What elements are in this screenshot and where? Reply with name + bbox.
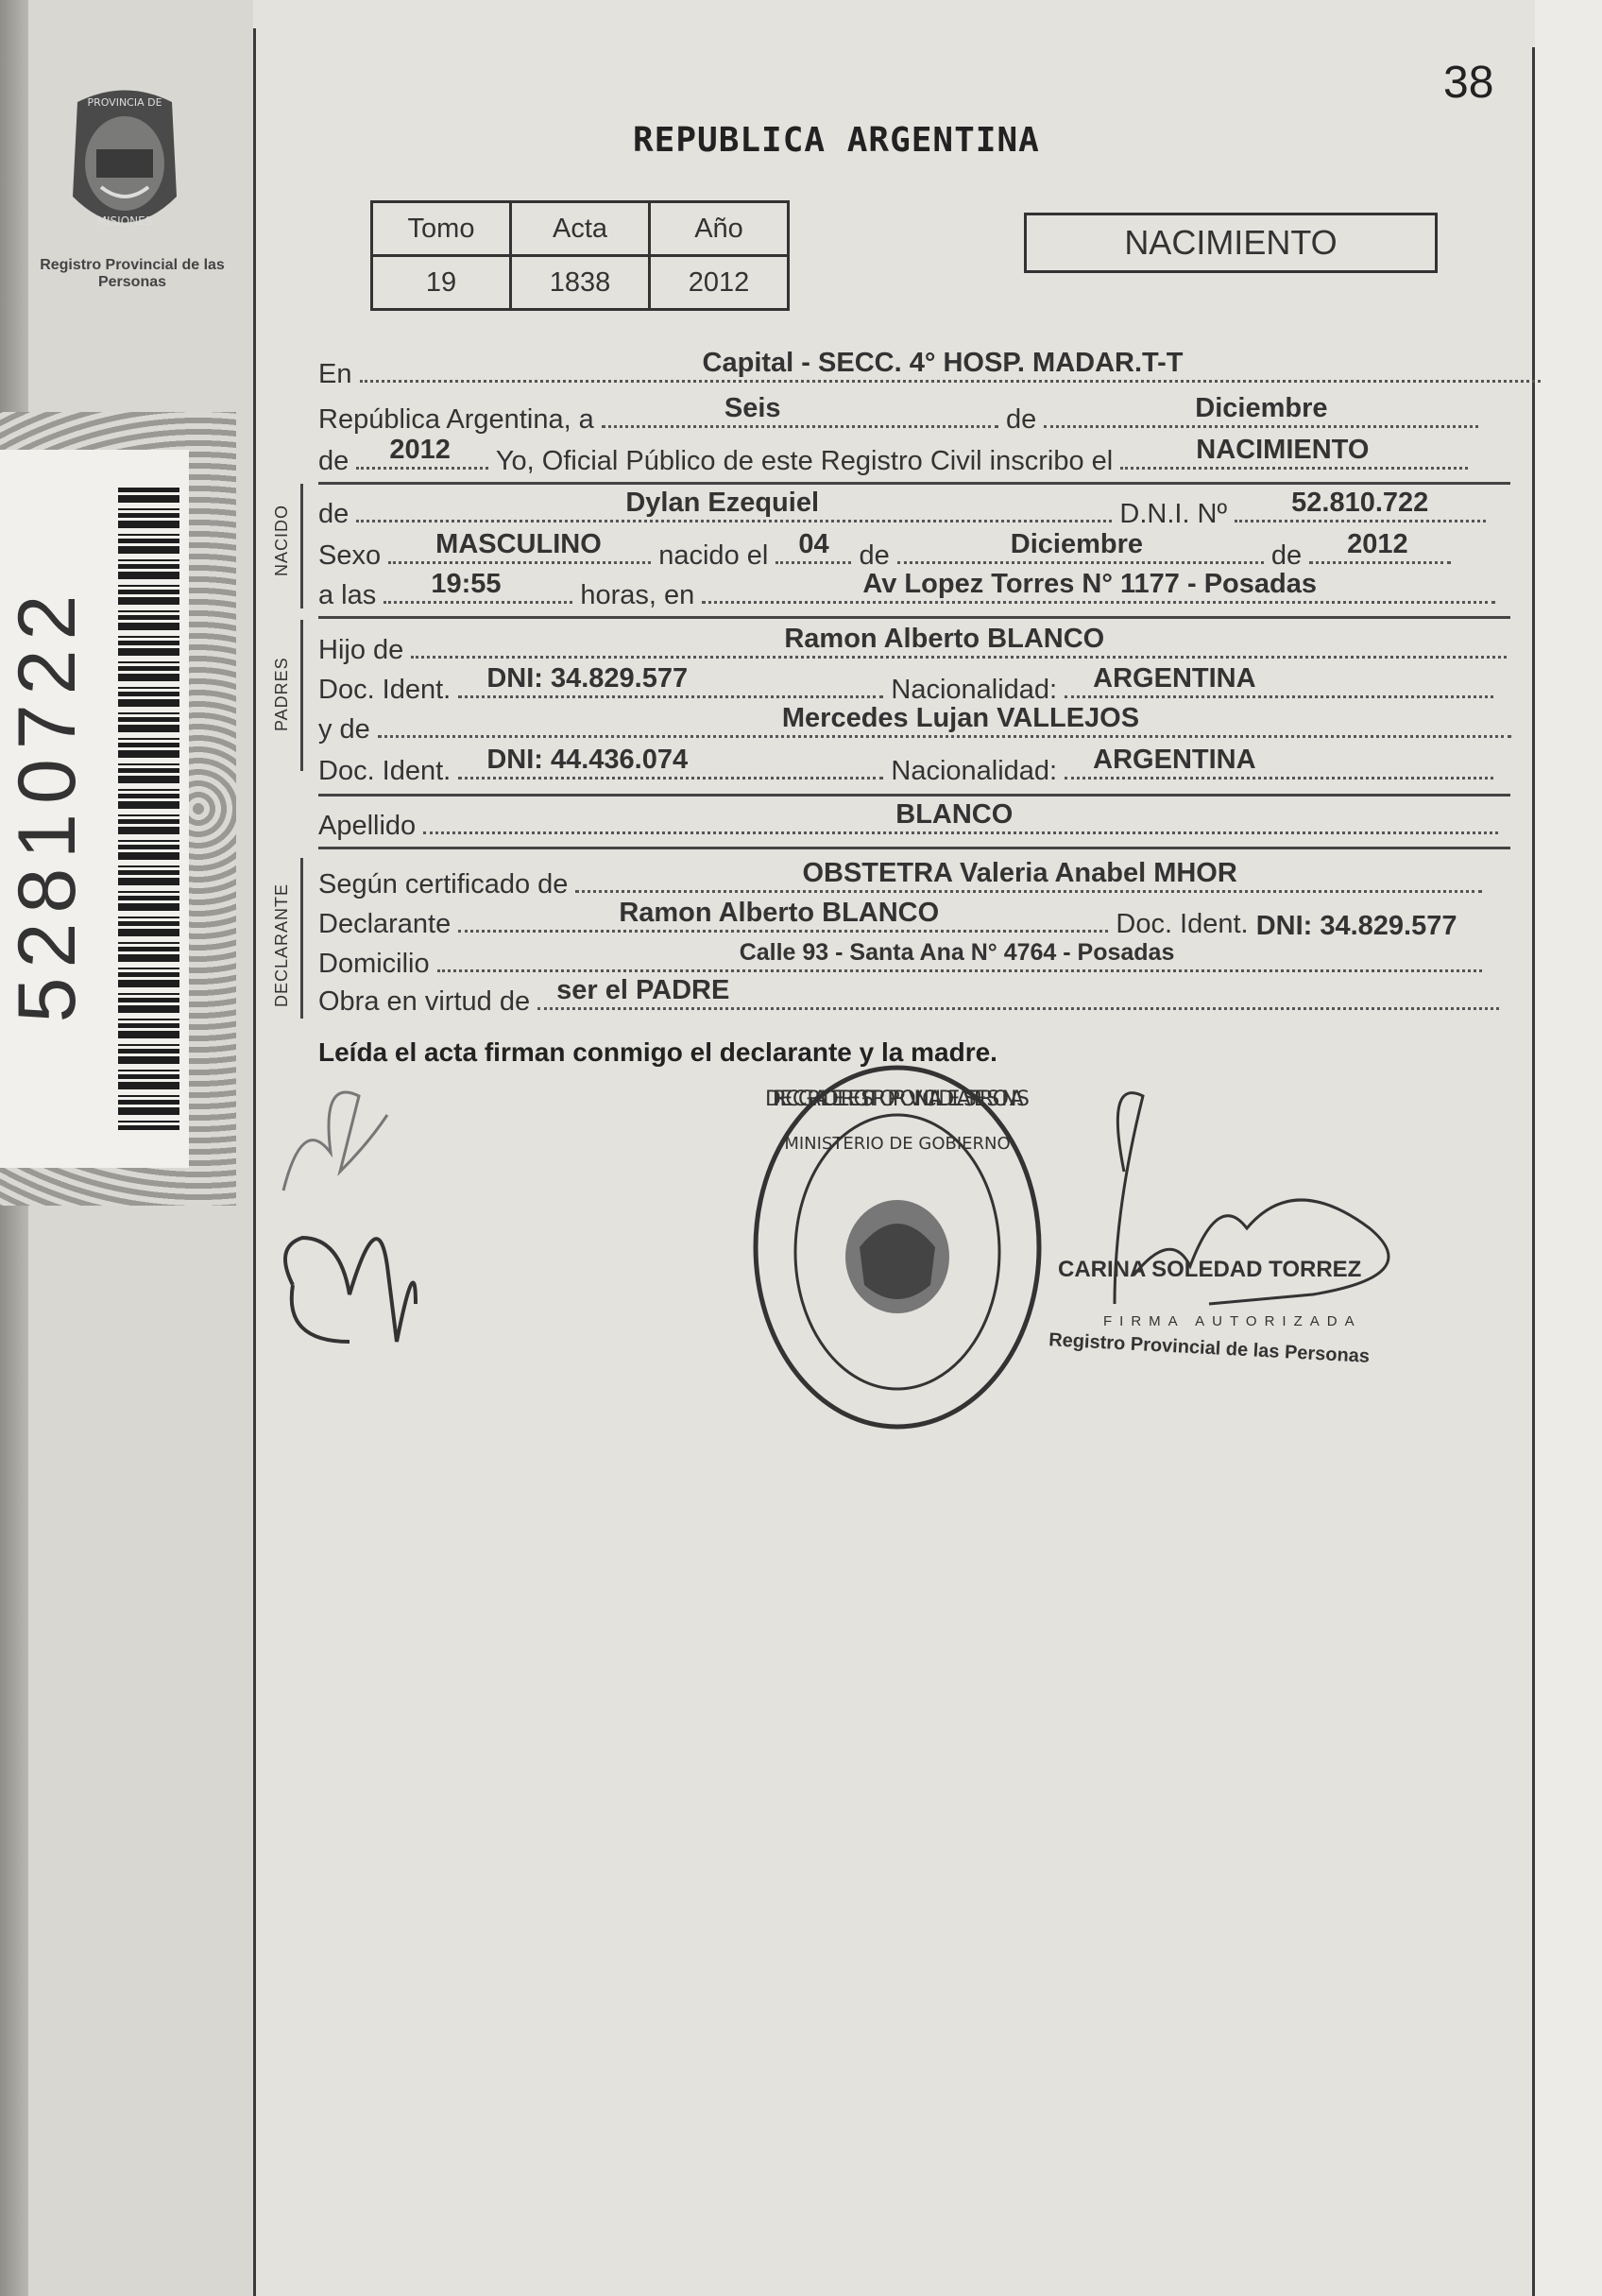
label: nacido el (658, 540, 769, 571)
divider (318, 847, 1510, 849)
table-header: Acta (511, 202, 650, 256)
inscribo-value: NACIMIENTO (1196, 435, 1370, 465)
field-line (458, 898, 1108, 933)
label: Nacionalidad: (891, 756, 1058, 786)
row-name (318, 488, 1486, 529)
table-cell: 1838 (511, 256, 650, 310)
label: Doc. Ident. (1116, 909, 1249, 939)
table-cell: 19 (372, 256, 511, 310)
birth-month: Diciembre (1010, 529, 1144, 559)
mother-doc: DNI: 44.436.074 (486, 745, 689, 775)
table-header: Tomo (372, 202, 511, 256)
field-line (575, 858, 1482, 893)
mother-signature-icon (285, 1238, 416, 1342)
father-doc: DNI: 34.829.577 (486, 663, 689, 694)
section-bar (300, 858, 303, 1019)
row-en (318, 348, 1541, 389)
label: Doc. Ident. (318, 675, 452, 705)
label: Hijo de (318, 635, 404, 665)
label: D.N.I. Nº (1119, 499, 1228, 529)
field-line (1309, 529, 1451, 564)
officer-org: Registro Provincial de las Personas (1048, 1329, 1371, 1367)
label: Apellido (318, 811, 417, 841)
mother-name: Mercedes Lujan VALLEJOS (781, 703, 1140, 733)
barcode-number: 52810722 (2, 585, 93, 1023)
field-line (383, 569, 572, 604)
label: Domicilio (318, 949, 430, 979)
acta-table (370, 200, 790, 311)
declarant-signature-icon (283, 1092, 387, 1191)
row-mother-doc (318, 745, 1493, 786)
label: de (859, 540, 890, 571)
field-line (1044, 393, 1478, 428)
capacity-value: ser el PADRE (556, 975, 730, 1005)
father-nationality: ARGENTINA (1093, 663, 1256, 694)
day-value: Seis (724, 393, 781, 423)
sex-value: MASCULINO (435, 529, 602, 559)
section-bar (300, 620, 303, 771)
label: Obra en virtud de (318, 986, 531, 1017)
place-value: Capital - SECC. 4° HOSP. MADAR.T-T (702, 348, 1184, 378)
officer-role: FIRMA AUTORIZADA (1103, 1313, 1362, 1329)
stamp-outer-text: DIRECC. GRAL. DEL REGISTRO PROVINCIAL DE LAS PERSONAS (764, 1088, 1030, 1111)
field-line (388, 529, 651, 564)
declarant-name: Ramon Alberto BLANCO (619, 898, 940, 928)
field-line (702, 569, 1495, 604)
barcode-panel (0, 412, 236, 1206)
row-year (318, 435, 1468, 476)
label: a las (318, 580, 377, 610)
field-line (458, 663, 883, 698)
field-line (1235, 488, 1486, 523)
document-title: REPUBLICA ARGENTINA (633, 121, 1040, 160)
surname-value: BLANCO (895, 799, 1014, 830)
birth-day: 04 (798, 529, 829, 559)
section-label-padres: PADRES (272, 657, 291, 731)
field-line (360, 348, 1541, 383)
stamp-inner-text: MINISTERIO DE GOBIERNO (784, 1134, 1011, 1154)
row-republica (318, 393, 1478, 435)
barcode-icon (118, 488, 179, 1130)
birth-time: 19:55 (431, 569, 502, 599)
field-line (378, 703, 1511, 738)
registry-label: Registro Provincial de las Personas (40, 257, 225, 290)
label: Doc. Ident. (318, 756, 452, 786)
logo-text-bottom: MISIONES (96, 214, 153, 228)
certifier-value: OBSTETRA Valeria Anabel MHOR (802, 858, 1237, 888)
row-obra (318, 975, 1499, 1017)
row-mother (318, 703, 1511, 745)
field-line (423, 799, 1498, 834)
birth-place: Av Lopez Torres N° 1177 - Posadas (862, 569, 1317, 599)
label: de (1270, 540, 1303, 571)
label: de (318, 446, 349, 476)
father-name: Ramon Alberto BLANCO (784, 624, 1105, 654)
closing-statement: Leída el acta firman conmigo el declarante y la madre. (318, 1037, 997, 1067)
field-line (356, 435, 488, 470)
label: República Argentina, a (318, 404, 594, 435)
field-line (775, 529, 851, 564)
label: Sexo (318, 540, 382, 571)
right-margin (1535, 0, 1602, 2296)
declarant-doc: DNI: 34.829.577 (1255, 911, 1457, 941)
label: En (318, 359, 352, 389)
table-header: Año (650, 202, 789, 256)
child-name: Dylan Ezequiel (625, 488, 819, 518)
field-line (356, 488, 1112, 523)
label: de (318, 499, 349, 529)
divider (318, 616, 1510, 619)
field-line (537, 975, 1499, 1010)
province-seal-icon (59, 83, 191, 253)
mother-nationality: ARGENTINA (1093, 745, 1256, 775)
field-line (458, 745, 883, 780)
row-hora (318, 569, 1495, 610)
logo-text-top: PROVINCIA DE (87, 96, 162, 109)
table-cell: 2012 (650, 256, 789, 310)
field-line (1120, 435, 1468, 470)
section-label-declarante: DECLARANTE (272, 882, 291, 1007)
label: Declarante (318, 909, 452, 939)
barcode-label (0, 450, 189, 1168)
birth-year: 2012 (1347, 529, 1408, 559)
row-apellido (318, 799, 1498, 841)
section-label-nacido: NACIDO (272, 504, 291, 576)
field-line (437, 941, 1482, 972)
field-line (411, 624, 1507, 659)
label: y de (318, 714, 370, 745)
official-stamp-icon (756, 1068, 1039, 1427)
field-line (897, 529, 1264, 564)
label: horas, en (580, 580, 695, 610)
label: de (1005, 404, 1037, 435)
page-number: 38 (1443, 58, 1494, 108)
row-domicilio (318, 941, 1482, 979)
month-value: Diciembre (1195, 393, 1328, 423)
officer-name: CARINA SOLEDAD TORREZ (1058, 1257, 1362, 1282)
label: Yo, Oficial Público de este Registro Civil inscribo el (495, 446, 1114, 476)
label: Nacionalidad: (891, 675, 1058, 705)
section-bar (300, 484, 303, 608)
address-value: Calle 93 - Santa Ana N° 4764 - Posadas (739, 939, 1175, 966)
year-value: 2012 (389, 435, 451, 465)
label: Según certificado de (318, 869, 569, 900)
field-line (1065, 745, 1493, 780)
record-type-box: NACIMIENTO (1024, 213, 1438, 273)
field-line (602, 393, 998, 428)
field-line (1065, 663, 1493, 698)
child-dni: 52.810.722 (1291, 488, 1429, 518)
